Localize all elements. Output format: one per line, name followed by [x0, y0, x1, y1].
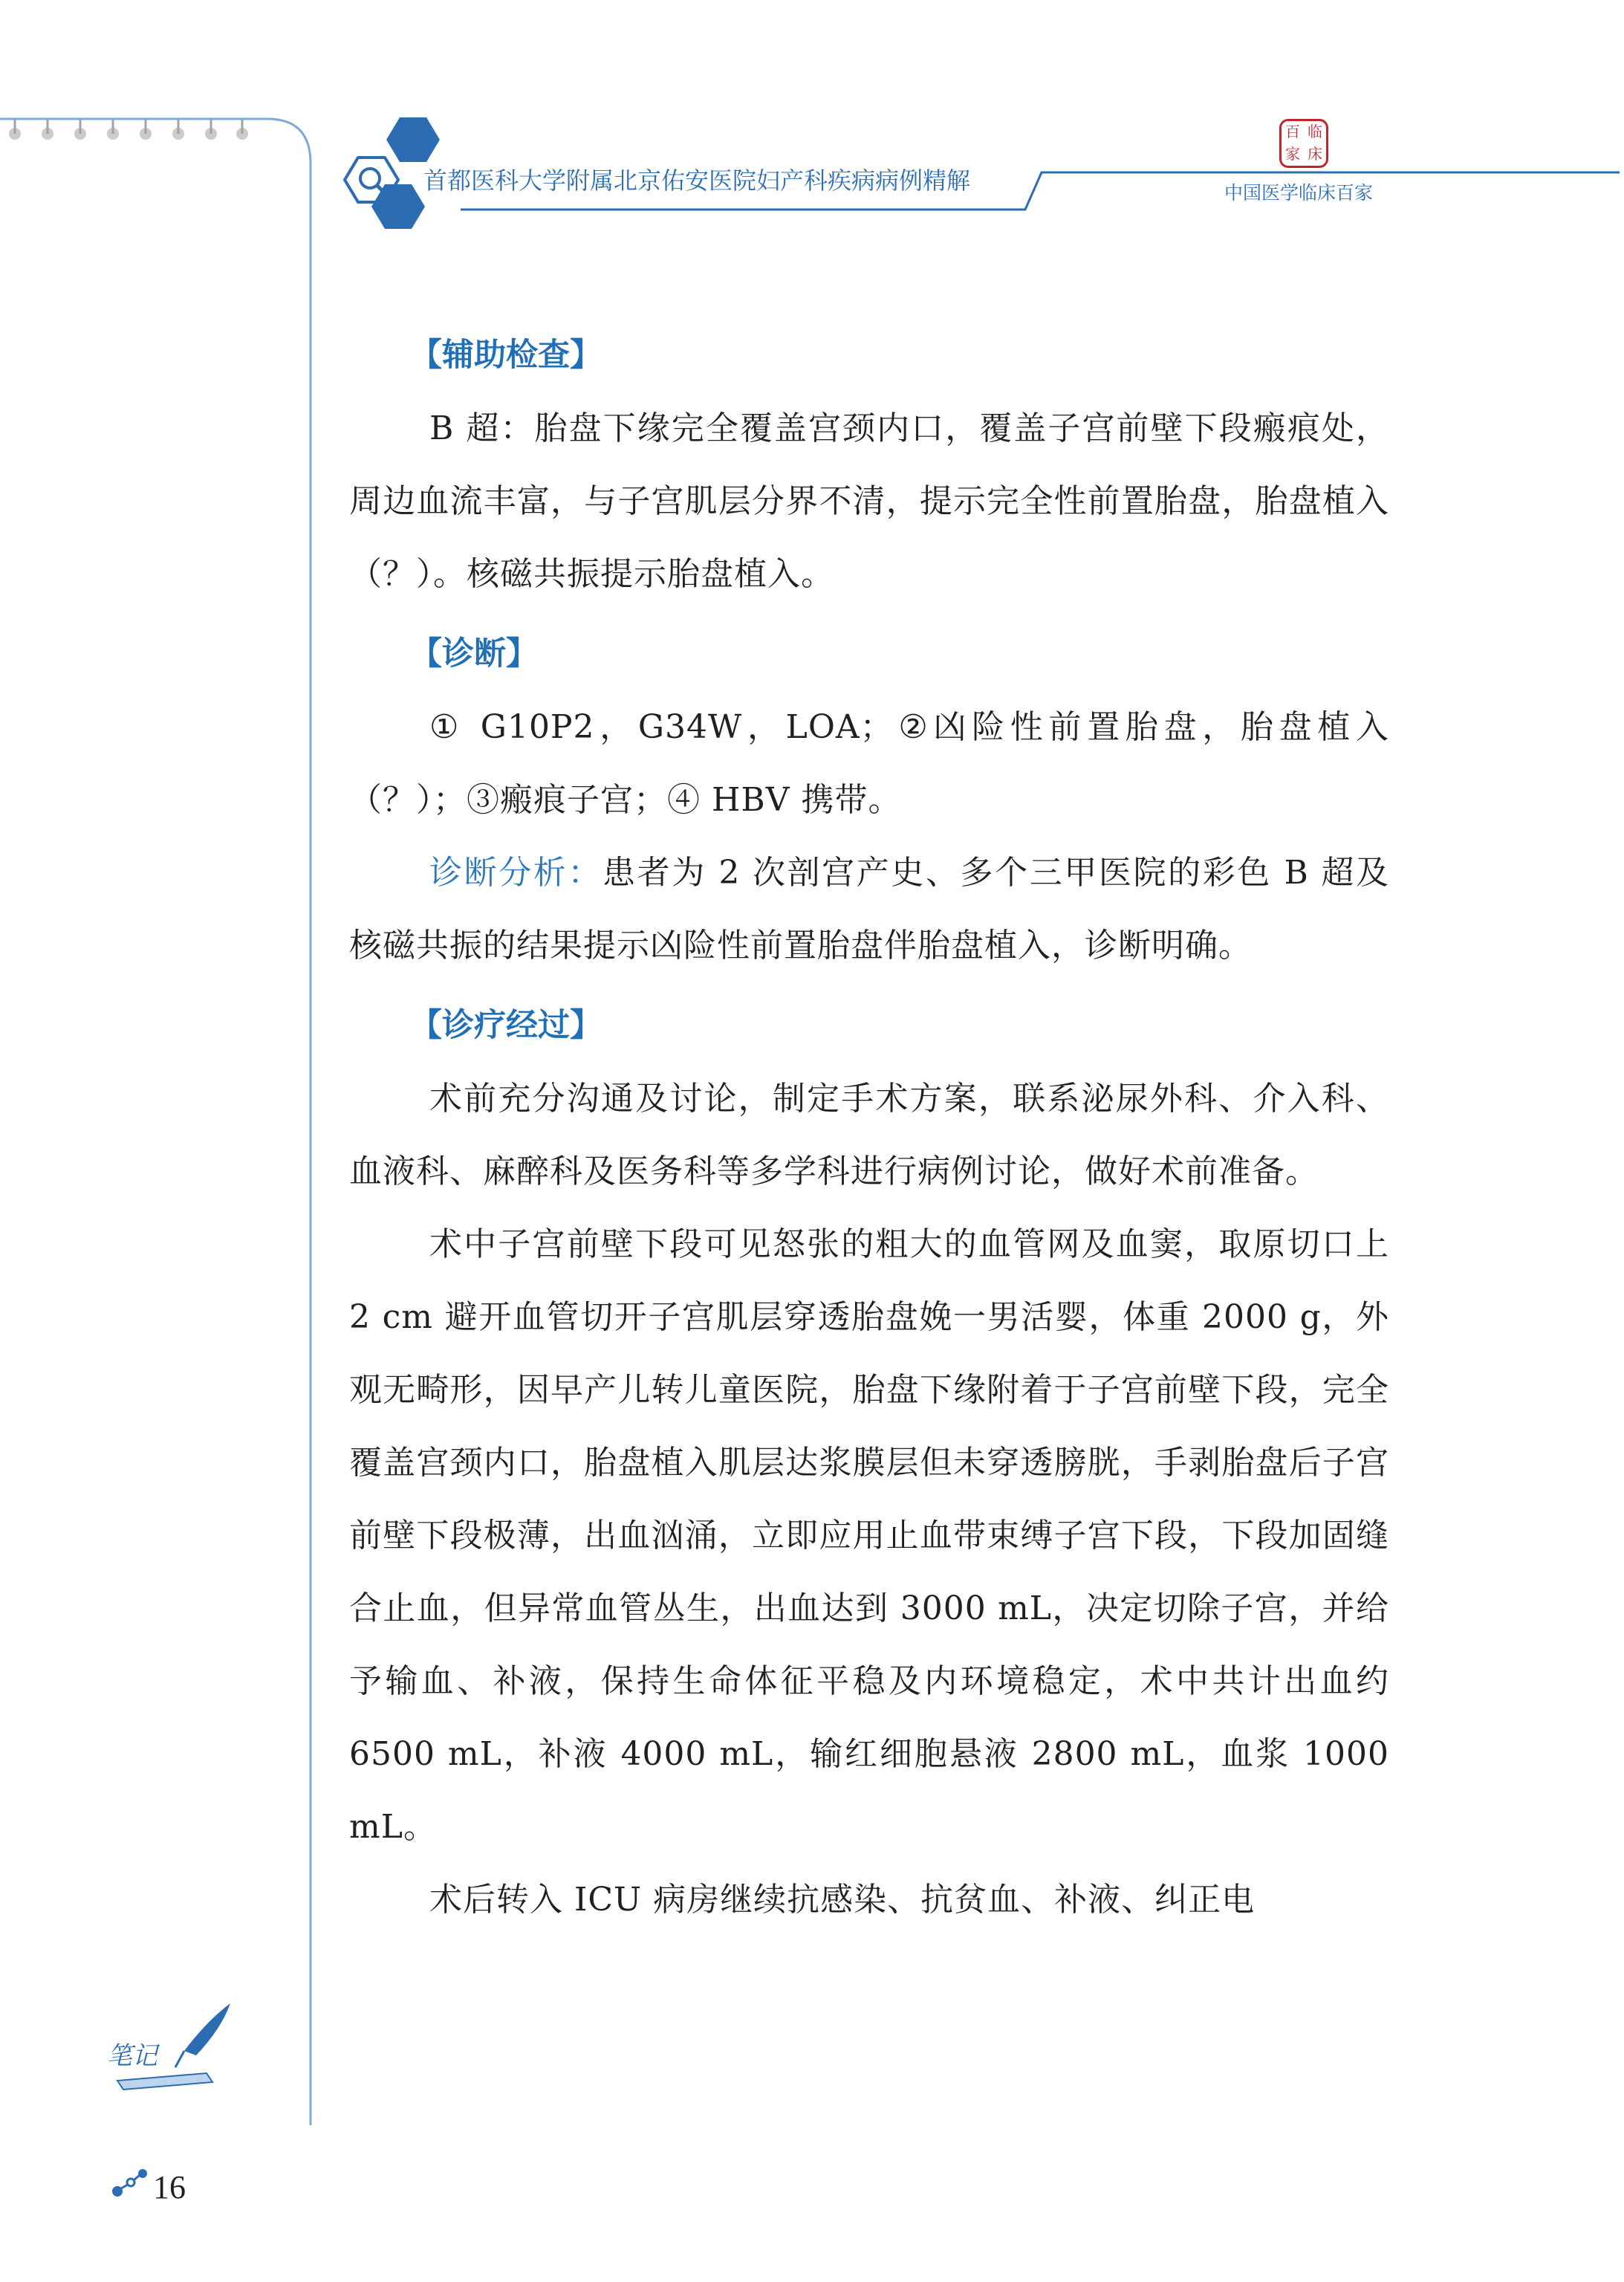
notes-label: 笔记	[107, 2041, 157, 2071]
paragraph: 术后转入 ICU 病房继续抗感染、抗贫血、补液、纠正电	[429, 1881, 1256, 1919]
section-heading-treatment: 【诊疗经过】	[410, 1007, 602, 1044]
page-number: 16	[153, 2169, 186, 2205]
paragraph: 术前充分沟通及讨论，制定手术方案，联系泌尿外科、介入科、血液科、麻醉科及医务科等多学科进行病例讨论，做好术前准备。	[349, 1080, 1389, 1190]
header-title: 首都医科大学附属北京佑安医院妇产科疾病病例精解	[423, 166, 971, 195]
diagnosis-analysis-label: 诊断分析：	[429, 854, 602, 892]
seal-stamp	[1279, 119, 1328, 168]
notes-margin-line	[0, 0, 327, 2125]
paragraph: 术中子宫前壁下段可见怒张的粗大的血管网及血窦，取原切口上 2 cm 避开血管切开子宫肌层穿透胎盘娩一男活婴，体重 2000 g，外观无畸形，因早产儿转儿童医院，胎盘下缘附着于子宫前壁下段，完全覆盖宫颈内口，胎盘植入肌层达浆膜层但未穿透膀胱，手剥胎盘后子宫前壁下段极薄，出血汹涌，立即应用止血带束缚子宫下段，下段加固缝合止血，但异常血管丛生，出血达到 3000 mL，决定切除子宫，并给予输血、补液，保持生命体征平稳及内环境稳定，术中共计出血约 6500 mL，补液 4000 mL，输红细胞悬液 2800 mL，血浆 1000 mL。	[349, 1225, 1389, 1846]
section-heading-auxiliary-exam: 【辅助检查】	[410, 337, 602, 374]
seal-char: 床	[1308, 145, 1322, 163]
seal-char: 临	[1308, 123, 1322, 140]
seal-char: 百	[1285, 123, 1300, 140]
notes-pen-icon	[95, 1999, 236, 2095]
series-name: 中国医学临床百家	[1224, 182, 1374, 204]
diagnosis-analysis-text: 患者为 2 次剖宫产史、多个三甲医院的彩色 B 超及核磁共振的结果提示凶险性前置胎盘伴胎盘植入，诊断明确。	[349, 854, 1390, 965]
paragraph: ① G10P2，G34W，LOA；②凶险性前置胎盘，胎盘植入（？）；③瘢痕子宫；④ HBV 携带。	[349, 708, 1389, 819]
molecule-icon	[110, 2166, 150, 2199]
diagnosis-analysis	[349, 837, 1389, 982]
page-content	[349, 312, 1389, 1936]
paragraph: B 超：胎盘下缘完全覆盖宫颈内口，覆盖子宫前壁下段瘢痕处，周边血流丰富，与子宫肌层分界不清，提示完全性前置胎盘，胎盘植入（？）。核磁共振提示胎盘植入。	[349, 409, 1389, 593]
seal-char: 家	[1285, 145, 1300, 163]
section-heading-diagnosis: 【诊断】	[410, 635, 538, 672]
